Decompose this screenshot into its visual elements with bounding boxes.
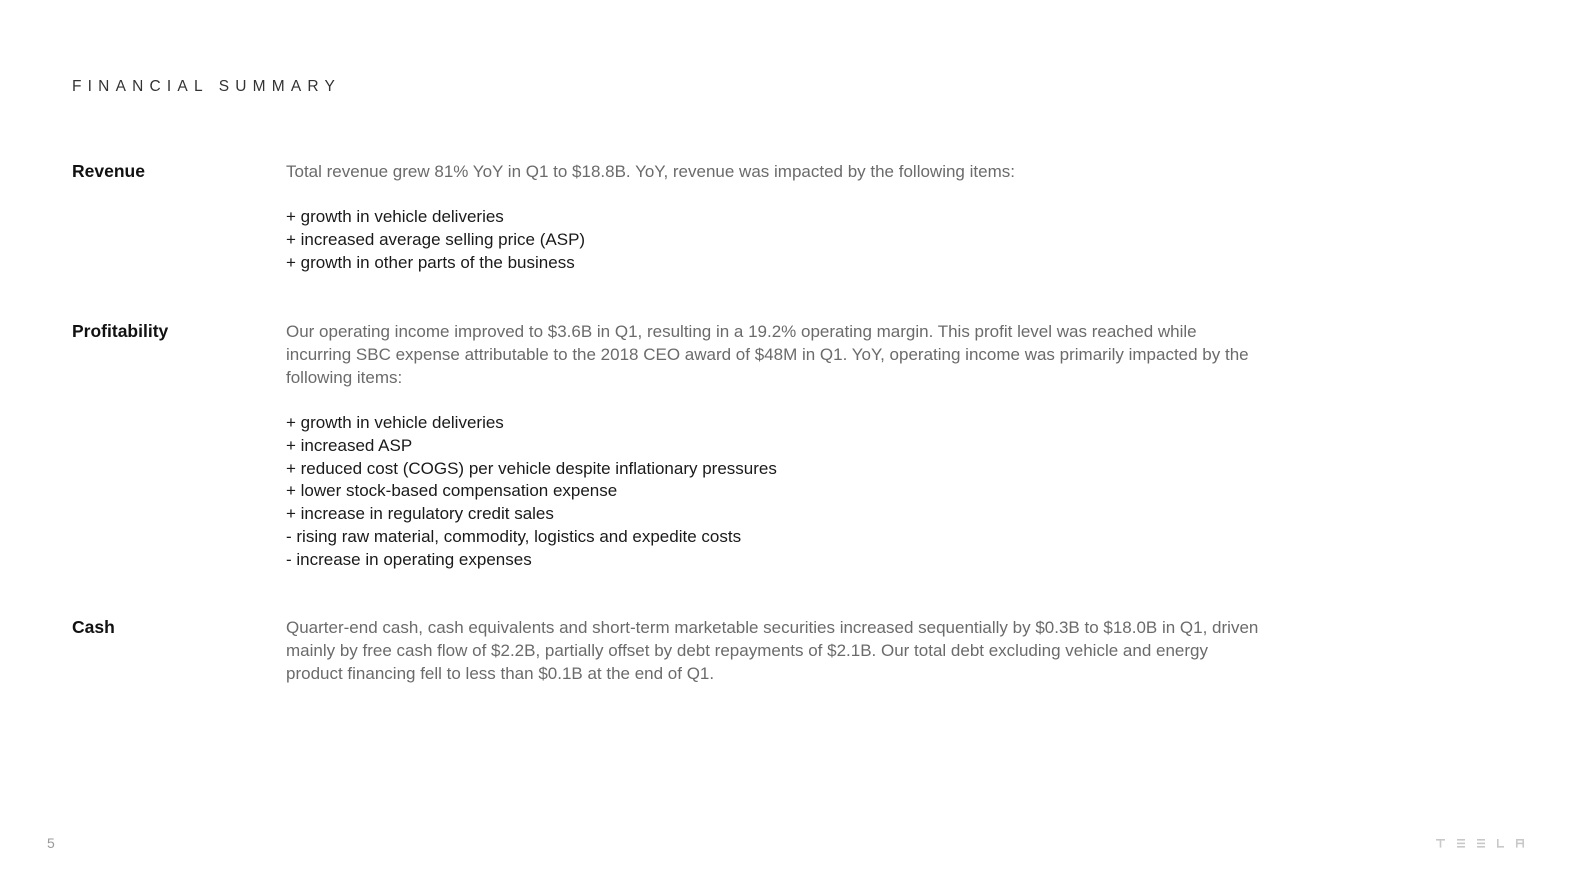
revenue-body <box>286 160 1261 274</box>
list-item: + increase in regulatory credit sales <box>286 504 554 524</box>
revenue-items <box>286 206 1261 274</box>
list-item: + growth in vehicle deliveries <box>286 207 504 226</box>
list-item: + lower stock-based compensation expense <box>286 481 618 501</box>
list-item: + reduced cost (COGS) per vehicle despite inflationary pressures <box>286 458 777 478</box>
cash-label: Cash <box>72 617 115 637</box>
cash-paragraph: Quarter-end cash, cash equivalents and short-term marketable securities increased sequentially by $0.3B to $18.0B in Q1, driven mainly by free cash flow of $2.2B, partially offset by debt repayments of $2.1B. Our total debt excluding vehicle and energy product financing fell to less than $0.1B at the end of Q1. <box>286 618 1259 683</box>
cash-body <box>286 616 1261 685</box>
profitability-label: Profitability <box>72 321 169 341</box>
revenue-label: Revenue <box>72 161 145 181</box>
page-number: 5 <box>47 835 55 851</box>
tesla-logo-icon <box>1436 837 1526 849</box>
revenue-paragraph: Total revenue grew 81% YoY in Q1 to $18.8B. YoY, revenue was impacted by the following items: <box>286 162 1015 181</box>
profitability-items <box>286 412 1261 572</box>
page-title: FINANCIAL SUMMARY <box>72 78 342 95</box>
list-item: - increase in operating expenses <box>286 549 532 569</box>
list-item: + increased ASP <box>286 435 413 455</box>
list-item: + growth in vehicle deliveries <box>286 413 504 432</box>
list-item: + increased average selling price (ASP) <box>286 229 586 249</box>
list-item: + growth in other parts of the business <box>286 252 575 272</box>
profitability-paragraph: Our operating income improved to $3.6B in Q1, resulting in a 19.2% operating margin. This profit level was reached while incurring SBC expense attributable to the 2018 CEO award of $48M in Q1. YoY, operating income was primarily impacted by the following items: <box>286 322 1249 387</box>
list-item: - rising raw material, commodity, logistics and expedite costs <box>286 526 742 546</box>
profitability-body <box>286 320 1261 572</box>
